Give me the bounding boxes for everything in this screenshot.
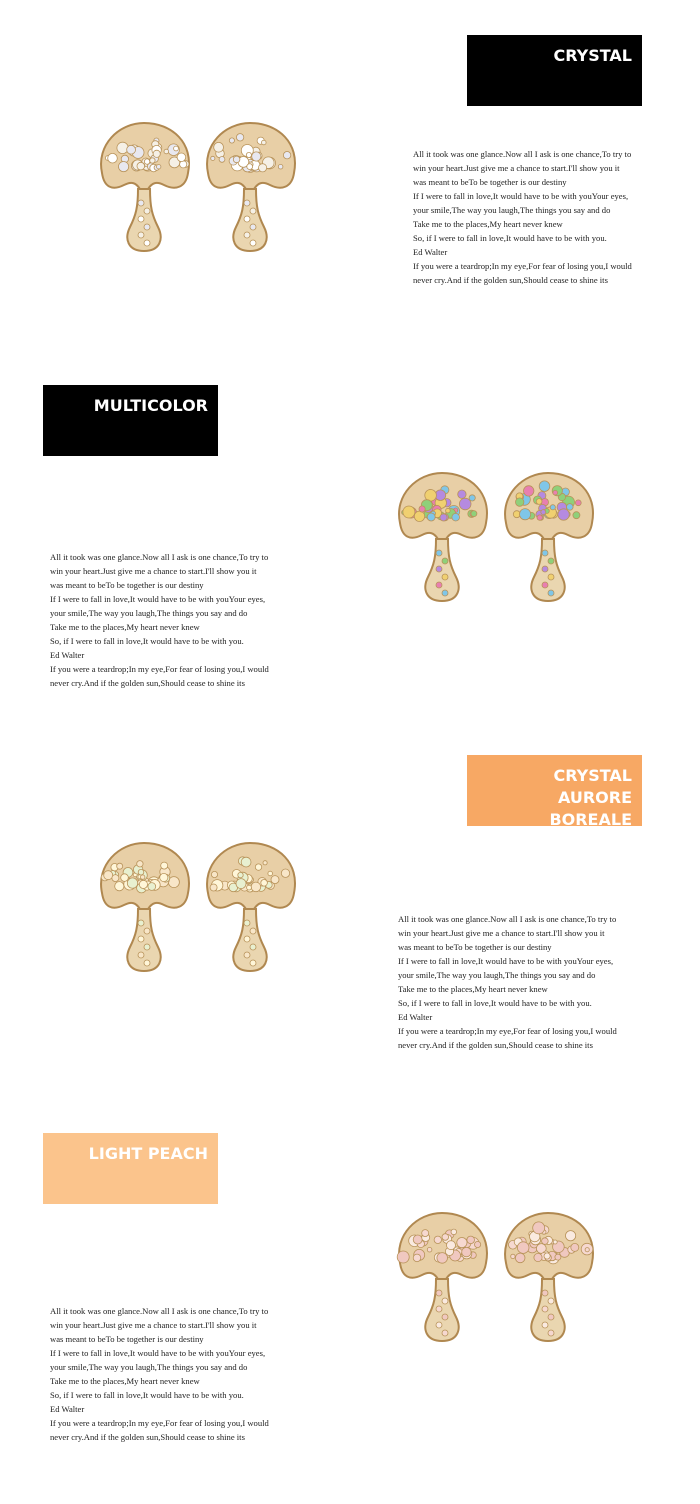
description-line: Ed Walter bbox=[413, 247, 448, 257]
variant-label-text: CRYSTAL bbox=[553, 46, 632, 65]
product-section-crystal-aurore-boreale bbox=[0, 740, 700, 1120]
description-line: If I were to fall in love,It would have to be with youYour eyes, bbox=[50, 1348, 266, 1358]
description-line: your smile,The way you laugh,The things you say and do bbox=[50, 1362, 248, 1372]
description-line: All it took was one glance.Now all I ask is one chance,To try to bbox=[398, 914, 617, 924]
description-line: So, if I were to fall in love,It would have to be with you. bbox=[398, 998, 592, 1008]
mushroom-earrings bbox=[390, 455, 600, 625]
description-line: Ed Walter bbox=[50, 650, 85, 660]
description-line: If you were a teardrop;In my eye,For fear of losing you,I would bbox=[398, 1026, 617, 1036]
description-line: your smile,The way you laugh,The things you say and do bbox=[413, 205, 611, 215]
description-line: never cry.And if the golden sun,Should cease to shine its bbox=[413, 275, 608, 285]
description-line: never cry.And if the golden sun,Should cease to shine its bbox=[50, 1432, 245, 1442]
description-line: All it took was one glance.Now all I ask is one chance,To try to bbox=[50, 1306, 269, 1316]
description-line: So, if I were to fall in love,It would have to be with you. bbox=[50, 636, 244, 646]
mushroom-earrings bbox=[92, 105, 302, 275]
description-line: All it took was one glance.Now all I ask is one chance,To try to bbox=[50, 552, 269, 562]
description-line: win your heart.Just give me a chance to start.I'll show you it bbox=[50, 566, 257, 576]
description-line: was meant to beTo be together is our destiny bbox=[413, 177, 567, 187]
description-line: never cry.And if the golden sun,Should cease to shine its bbox=[398, 1040, 593, 1050]
earrings-image bbox=[390, 1195, 600, 1365]
description-line: So, if I were to fall in love,It would have to be with you. bbox=[413, 233, 607, 243]
description-line: Take me to the places,My heart never knew bbox=[50, 1376, 200, 1386]
product-description bbox=[50, 1304, 280, 1444]
variant-label bbox=[43, 1133, 218, 1204]
description-line: If you were a teardrop;In my eye,For fear of losing you,I would bbox=[50, 1418, 269, 1428]
product-description bbox=[413, 147, 643, 287]
description-line: win your heart.Just give me a chance to start.I'll show you it bbox=[398, 928, 605, 938]
mushroom-earrings bbox=[92, 825, 302, 995]
description-line: So, if I were to fall in love,It would have to be with you. bbox=[50, 1390, 244, 1400]
product-description bbox=[398, 912, 628, 1052]
description-line: If you were a teardrop;In my eye,For fear of losing you,I would bbox=[50, 664, 269, 674]
earrings-image bbox=[92, 825, 302, 995]
description-line: win your heart.Just give me a chance to start.I'll show you it bbox=[413, 163, 620, 173]
mushroom-earrings bbox=[390, 1195, 600, 1365]
description-line: was meant to beTo be together is our destiny bbox=[398, 942, 552, 952]
description-line: Take me to the places,My heart never knew bbox=[413, 219, 563, 229]
earrings-image bbox=[92, 105, 302, 275]
description-line: If I were to fall in love,It would have to be with youYour eyes, bbox=[398, 956, 614, 966]
product-section-crystal bbox=[0, 0, 700, 360]
description-line: If I were to fall in love,It would have to be with youYour eyes, bbox=[413, 191, 629, 201]
description-line: your smile,The way you laugh,The things you say and do bbox=[398, 970, 596, 980]
description-line: If you were a teardrop;In my eye,For fear of losing you,I would bbox=[413, 261, 632, 271]
description-line: your smile,The way you laugh,The things you say and do bbox=[50, 608, 248, 618]
product-description bbox=[50, 550, 280, 690]
product-section-multicolor bbox=[0, 360, 700, 740]
description-line: Ed Walter bbox=[398, 1012, 433, 1022]
description-line: Ed Walter bbox=[50, 1404, 85, 1414]
earrings-image bbox=[390, 455, 600, 625]
variant-label bbox=[43, 385, 218, 456]
variant-label-line-2: BOREALE bbox=[549, 810, 632, 829]
description-line: was meant to beTo be together is our destiny bbox=[50, 580, 204, 590]
description-line: never cry.And if the golden sun,Should cease to shine its bbox=[50, 678, 245, 688]
product-section-light-peach bbox=[0, 1120, 700, 1504]
variant-label-text: MULTICOLOR bbox=[93, 396, 208, 415]
description-line: win your heart.Just give me a chance to start.I'll show you it bbox=[50, 1320, 257, 1330]
variant-label-line-1: CRYSTAL AURORE bbox=[553, 766, 632, 807]
description-line: Take me to the places,My heart never knew bbox=[50, 622, 200, 632]
variant-label bbox=[467, 35, 642, 106]
variant-label-text: LIGHT PEACH bbox=[88, 1144, 208, 1163]
description-line: Take me to the places,My heart never knew bbox=[398, 984, 548, 994]
description-line: All it took was one glance.Now all I ask is one chance,To try to bbox=[413, 149, 632, 159]
description-line: If I were to fall in love,It would have to be with youYour eyes, bbox=[50, 594, 266, 604]
description-line: was meant to beTo be together is our destiny bbox=[50, 1334, 204, 1344]
variant-label bbox=[467, 755, 642, 829]
